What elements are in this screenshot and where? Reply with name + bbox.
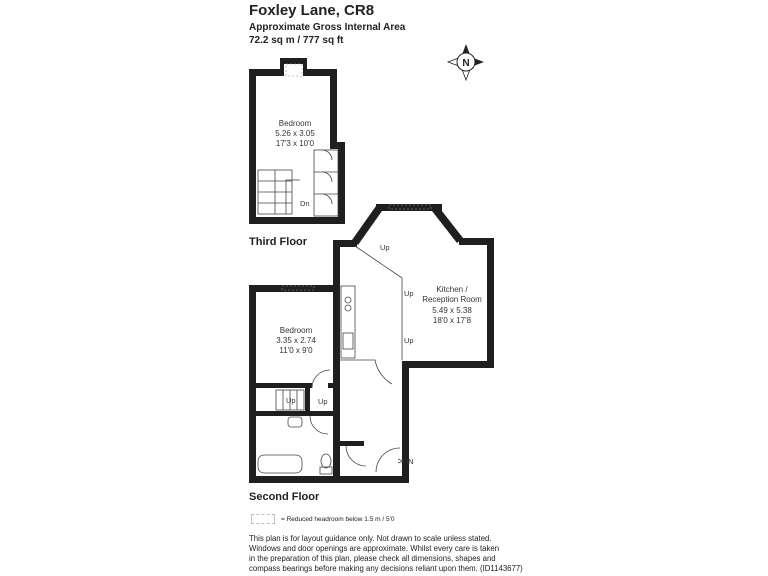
up-label-5: Up [318, 397, 328, 406]
kitchen-metric: 5.49 x 5.38 [432, 306, 472, 315]
third-floor-plan [249, 58, 345, 224]
up-label-4: Up [286, 396, 296, 405]
up-label-2: Up [404, 289, 414, 298]
third-stair-label: Dn [300, 199, 310, 208]
third-floor-label: Third Floor [249, 236, 308, 248]
legend [251, 514, 394, 524]
second-bedroom-name: Bedroom [279, 326, 313, 335]
area-value: 72.2 sq m / 777 sq ft [249, 35, 344, 46]
area-label: Approximate Gross Internal Area [249, 22, 406, 33]
disclaimer-line: compass bearings before making any decisions reliant upon them. (ID1143677) [249, 564, 523, 573]
second-floor-label: Second Floor [249, 491, 320, 503]
compass-letter: N [462, 58, 470, 69]
compass-icon [448, 44, 484, 80]
third-bedroom-imperial: 17'3 x 10'0 [275, 139, 315, 148]
kitchen-name-line2: Reception Room [422, 295, 482, 304]
legend-text: = Reduced headroom below 1.5 m / 5'0 [281, 515, 395, 523]
disclaimer-line: This plan is for layout guidance only. Not drawn to scale unless stated. [249, 534, 492, 543]
disclaimer-line: Windows and door openings are approximate. Whilst every care is taken [249, 544, 500, 553]
second-bedroom-imperial: 11'0 x 9'0 [279, 346, 313, 355]
entrance-label: IN [406, 457, 414, 466]
disclaimer-line: in the preparation of this plan, please check all dimensions, shapes and [249, 554, 496, 563]
kitchen-name-line1: Kitchen / [436, 285, 468, 294]
third-bedroom-name: Bedroom [278, 119, 312, 128]
third-bedroom-metric: 5.26 x 3.05 [275, 129, 315, 138]
property-title: Foxley Lane, CR8 [249, 2, 375, 19]
kitchen-imperial: 18'0 x 17'8 [432, 316, 472, 325]
second-bedroom-metric: 3.35 x 2.74 [276, 336, 316, 345]
up-label-3: Up [404, 336, 414, 345]
up-label-1: Up [380, 243, 390, 252]
disclaimer [249, 534, 549, 574]
reduced-headroom-swatch [251, 514, 275, 524]
